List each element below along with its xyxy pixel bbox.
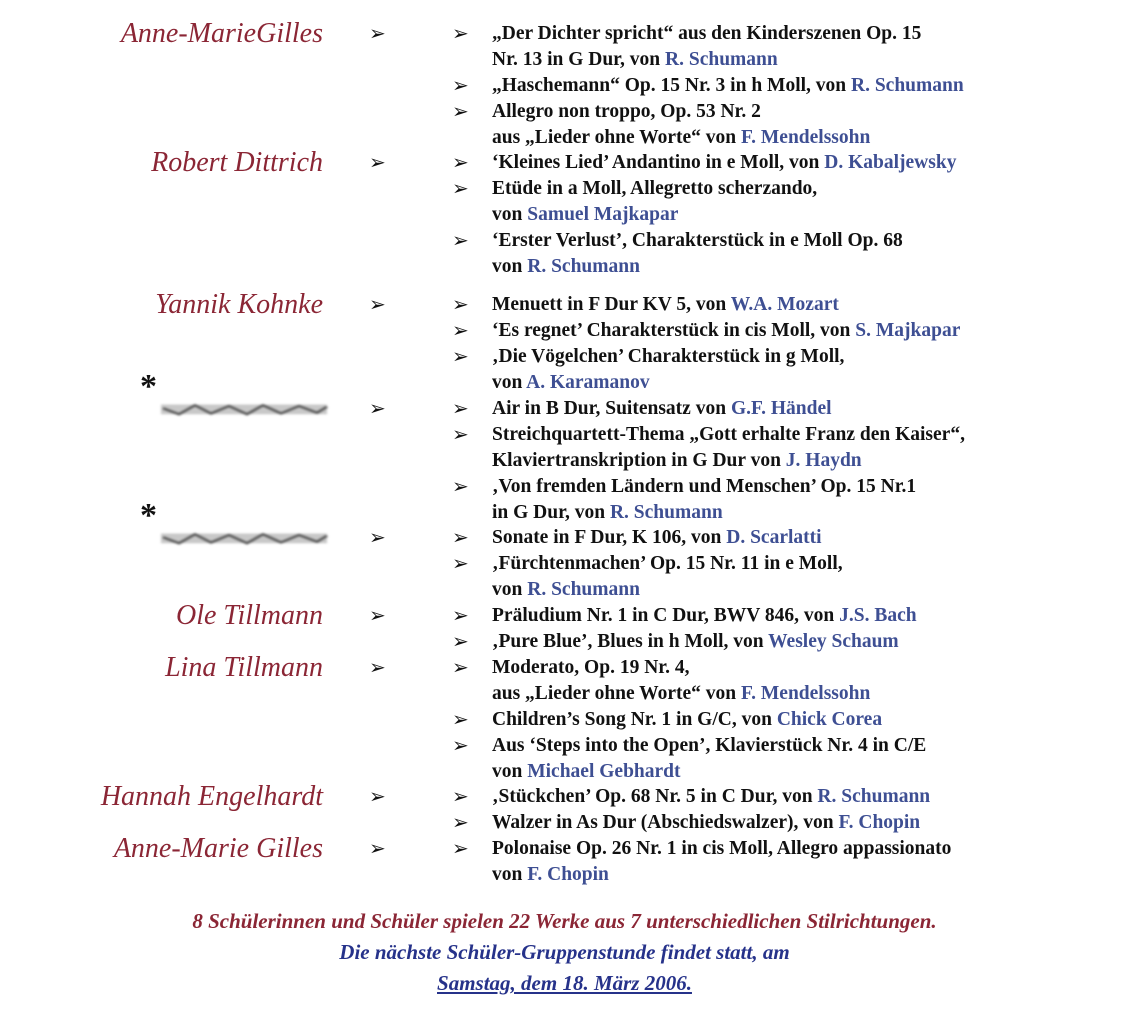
- piece-text: ‚Pure Blue’, Blues in h Moll, von: [492, 631, 769, 652]
- asterisk-mark: *: [140, 497, 157, 534]
- piece-line: [492, 836, 951, 862]
- composer-name: R. Schumann: [817, 786, 931, 807]
- composer-name: Samuel Majkapar: [527, 204, 679, 225]
- piece-line: [492, 810, 920, 836]
- piece-text: aus „Lieder ohne Worte“ von: [492, 683, 742, 704]
- piece-line: [492, 125, 870, 151]
- piece-text: von: [492, 761, 528, 782]
- redacted-name-scribble: [159, 528, 329, 548]
- piece-text: Menuett in F Dur KV 5, von: [492, 294, 731, 315]
- piece-line: [492, 707, 882, 733]
- composer-name: G.F. Händel: [730, 398, 832, 419]
- piece-line: [492, 733, 926, 759]
- piece-line: [492, 292, 839, 318]
- piece-text: ‘Erster Verlust’, Charakterstück in e Moll Op. 68: [492, 230, 903, 251]
- arrow-bullet-icon: ➢: [452, 178, 469, 200]
- piece-text: ‚Fürchtenmachen’ Op. 15 Nr. 11 in e Moll,: [492, 553, 843, 574]
- piece-line: [492, 150, 956, 176]
- composer-name: F. Chopin: [838, 812, 921, 833]
- composer-name: F. Mendelssohn: [741, 683, 871, 704]
- arrow-bullet-icon: ➢: [369, 786, 386, 808]
- piece-line: [492, 176, 817, 202]
- piece-text: Klaviertranskription in G Dur von: [492, 450, 786, 471]
- piece-line: [492, 784, 930, 810]
- piece-line: [492, 474, 916, 500]
- piece-text: Allegro non troppo, Op. 53 Nr. 2: [492, 101, 761, 122]
- piece-text: von: [492, 204, 528, 225]
- composer-name: R. Schumann: [527, 256, 640, 277]
- arrow-bullet-icon: ➢: [452, 527, 469, 549]
- piece-line: [492, 344, 844, 370]
- composer-name: D. Scarlatti: [726, 527, 822, 548]
- piece-text: ‚Stückchen’ Op. 68 Nr. 5 in C Dur, von: [492, 786, 818, 807]
- piece-line: [492, 448, 862, 474]
- piece-line: [492, 629, 899, 655]
- piece-line: [492, 228, 903, 254]
- arrow-bullet-icon: ➢: [452, 230, 469, 252]
- piece-text: Children’s Song Nr. 1 in G/C, von: [492, 709, 777, 730]
- piece-line: [492, 396, 832, 422]
- arrow-bullet-icon: ➢: [452, 735, 469, 757]
- composer-name: R. Schumann: [665, 49, 778, 70]
- piece-text: in G Dur, von: [492, 502, 610, 523]
- piece-text: ‘Kleines Lied’ Andantino in e Moll, von: [492, 152, 825, 173]
- composer-name: J. Haydn: [785, 450, 862, 471]
- arrow-bullet-icon: ➢: [452, 320, 469, 342]
- arrow-bullet-icon: ➢: [452, 398, 469, 420]
- piece-text: ‚Die Vögelchen’ Charakterstück in g Moll,: [492, 346, 845, 367]
- piece-line: [492, 603, 917, 629]
- arrow-bullet-icon: ➢: [452, 101, 469, 123]
- performer-name: Robert Dittrich: [151, 147, 323, 178]
- arrow-bullet-icon: ➢: [369, 527, 386, 549]
- piece-line: [492, 47, 778, 73]
- next-session-text: Die nächste Schüler-Gruppenstunde findet statt, am: [339, 940, 790, 964]
- redacted-name-scribble: [159, 399, 329, 419]
- composer-name: Michael Gebhardt: [527, 761, 681, 782]
- piece-line: [492, 577, 640, 603]
- arrow-bullet-icon: ➢: [452, 838, 469, 860]
- arrow-bullet-icon: ➢: [452, 631, 469, 653]
- composer-name: F. Mendelssohn: [741, 127, 871, 148]
- piece-line: [492, 202, 678, 228]
- piece-text: Air in B Dur, Suitensatz von: [492, 398, 731, 419]
- piece-text: Walzer in As Dur (Abschiedswalzer), von: [492, 812, 839, 833]
- arrow-bullet-icon: ➢: [369, 294, 386, 316]
- composer-name: F. Chopin: [527, 864, 609, 885]
- arrow-bullet-icon: ➢: [369, 605, 386, 627]
- composer-name: A. Karamanov: [526, 372, 650, 393]
- arrow-bullet-icon: ➢: [452, 152, 469, 174]
- arrow-bullet-icon: ➢: [369, 657, 386, 679]
- piece-line: [492, 422, 965, 448]
- piece-line: [492, 500, 723, 526]
- piece-line: [492, 655, 690, 681]
- piece-line: [492, 681, 870, 707]
- composer-name: W.A. Mozart: [730, 294, 839, 315]
- performer-name: [29, 528, 329, 554]
- piece-text: „Der Dichter spricht“ aus den Kinderszenen Op. 15: [492, 23, 922, 44]
- piece-text: von: [492, 372, 527, 393]
- piece-line: [492, 759, 681, 785]
- piece-text: Polonaise Op. 26 Nr. 1 in cis Moll, Allegro appassionato: [492, 838, 952, 859]
- composer-name: R. Schumann: [609, 502, 723, 523]
- piece-line: [492, 862, 609, 888]
- arrow-bullet-icon: ➢: [369, 23, 386, 45]
- composer-name: S. Majkapar: [855, 320, 961, 341]
- performer-name: [29, 399, 329, 425]
- arrow-bullet-icon: ➢: [369, 398, 386, 420]
- piece-line: [492, 73, 964, 99]
- composer-name: J.S. Bach: [839, 605, 917, 626]
- arrow-bullet-icon: ➢: [452, 657, 469, 679]
- arrow-bullet-icon: ➢: [452, 553, 469, 575]
- piece-text: Nr. 13 in G Dur, von: [492, 49, 666, 70]
- arrow-bullet-icon: ➢: [452, 786, 469, 808]
- piece-line: [492, 21, 921, 47]
- piece-text: von: [492, 256, 528, 277]
- piece-text: ‚Von fremden Ländern und Menschen’ Op. 15 Nr.1: [492, 476, 917, 497]
- summary-text: 8 Schülerinnen und Schüler spielen 22 Werke aus 7 unterschiedlichen Stilrichtungen.: [192, 909, 937, 933]
- piece-text: Sonate in F Dur, K 106, von: [492, 527, 727, 548]
- piece-text: Moderato, Op. 19 Nr. 4,: [492, 657, 690, 678]
- arrow-bullet-icon: ➢: [452, 346, 469, 368]
- arrow-bullet-icon: ➢: [452, 23, 469, 45]
- composer-name: R. Schumann: [851, 75, 964, 96]
- piece-line: [492, 254, 640, 280]
- composer-name: Chick Corea: [776, 709, 883, 730]
- piece-line: [492, 370, 650, 396]
- piece-text: Präludium Nr. 1 in C Dur, BWV 846, von: [492, 605, 840, 626]
- piece-text: von: [492, 864, 528, 885]
- piece-text: aus „Lieder ohne Worte“ von: [492, 127, 742, 148]
- piece-line: [492, 99, 761, 125]
- piece-text: von: [492, 579, 528, 600]
- composer-name: D. Kabaljewsky: [824, 152, 957, 173]
- piece-text: Etüde in a Moll, Allegretto scherzando,: [492, 178, 818, 199]
- piece-line: [492, 525, 822, 551]
- asterisk-mark: *: [140, 368, 157, 405]
- piece-text: Streichquartett-Thema „Gott erhalte Franz den Kaiser“,: [492, 424, 965, 445]
- performer-name: Ole Tillmann: [175, 600, 323, 631]
- performer-name: Hannah Engelhardt: [100, 781, 323, 812]
- piece-text: „Haschemann“ Op. 15 Nr. 3 in h Moll, von: [492, 75, 851, 96]
- arrow-bullet-icon: ➢: [452, 605, 469, 627]
- next-session-date: Samstag, dem 18. März 2006.: [437, 971, 692, 995]
- arrow-bullet-icon: ➢: [452, 476, 469, 498]
- arrow-bullet-icon: ➢: [369, 838, 386, 860]
- performer-name: Lina Tillmann: [165, 652, 323, 683]
- arrow-bullet-icon: ➢: [452, 709, 469, 731]
- arrow-bullet-icon: ➢: [452, 75, 469, 97]
- performer-name: Anne-MarieGilles: [120, 18, 323, 49]
- piece-line: [492, 318, 960, 344]
- performer-name: Anne-Marie Gilles: [113, 833, 323, 864]
- arrow-bullet-icon: ➢: [452, 294, 469, 316]
- piece-text: Aus ‘Steps into the Open’, Klavierstück Nr. 4 in C/E: [492, 735, 927, 756]
- composer-name: Wesley Schaum: [768, 631, 899, 652]
- piece-line: [492, 551, 843, 577]
- performer-name: Yannik Kohnke: [155, 289, 323, 320]
- arrow-bullet-icon: ➢: [452, 424, 469, 446]
- arrow-bullet-icon: ➢: [369, 152, 386, 174]
- composer-name: R. Schumann: [527, 579, 640, 600]
- arrow-bullet-icon: ➢: [452, 812, 469, 834]
- piece-text: ‘Es regnet’ Charakterstück in cis Moll, von: [492, 320, 856, 341]
